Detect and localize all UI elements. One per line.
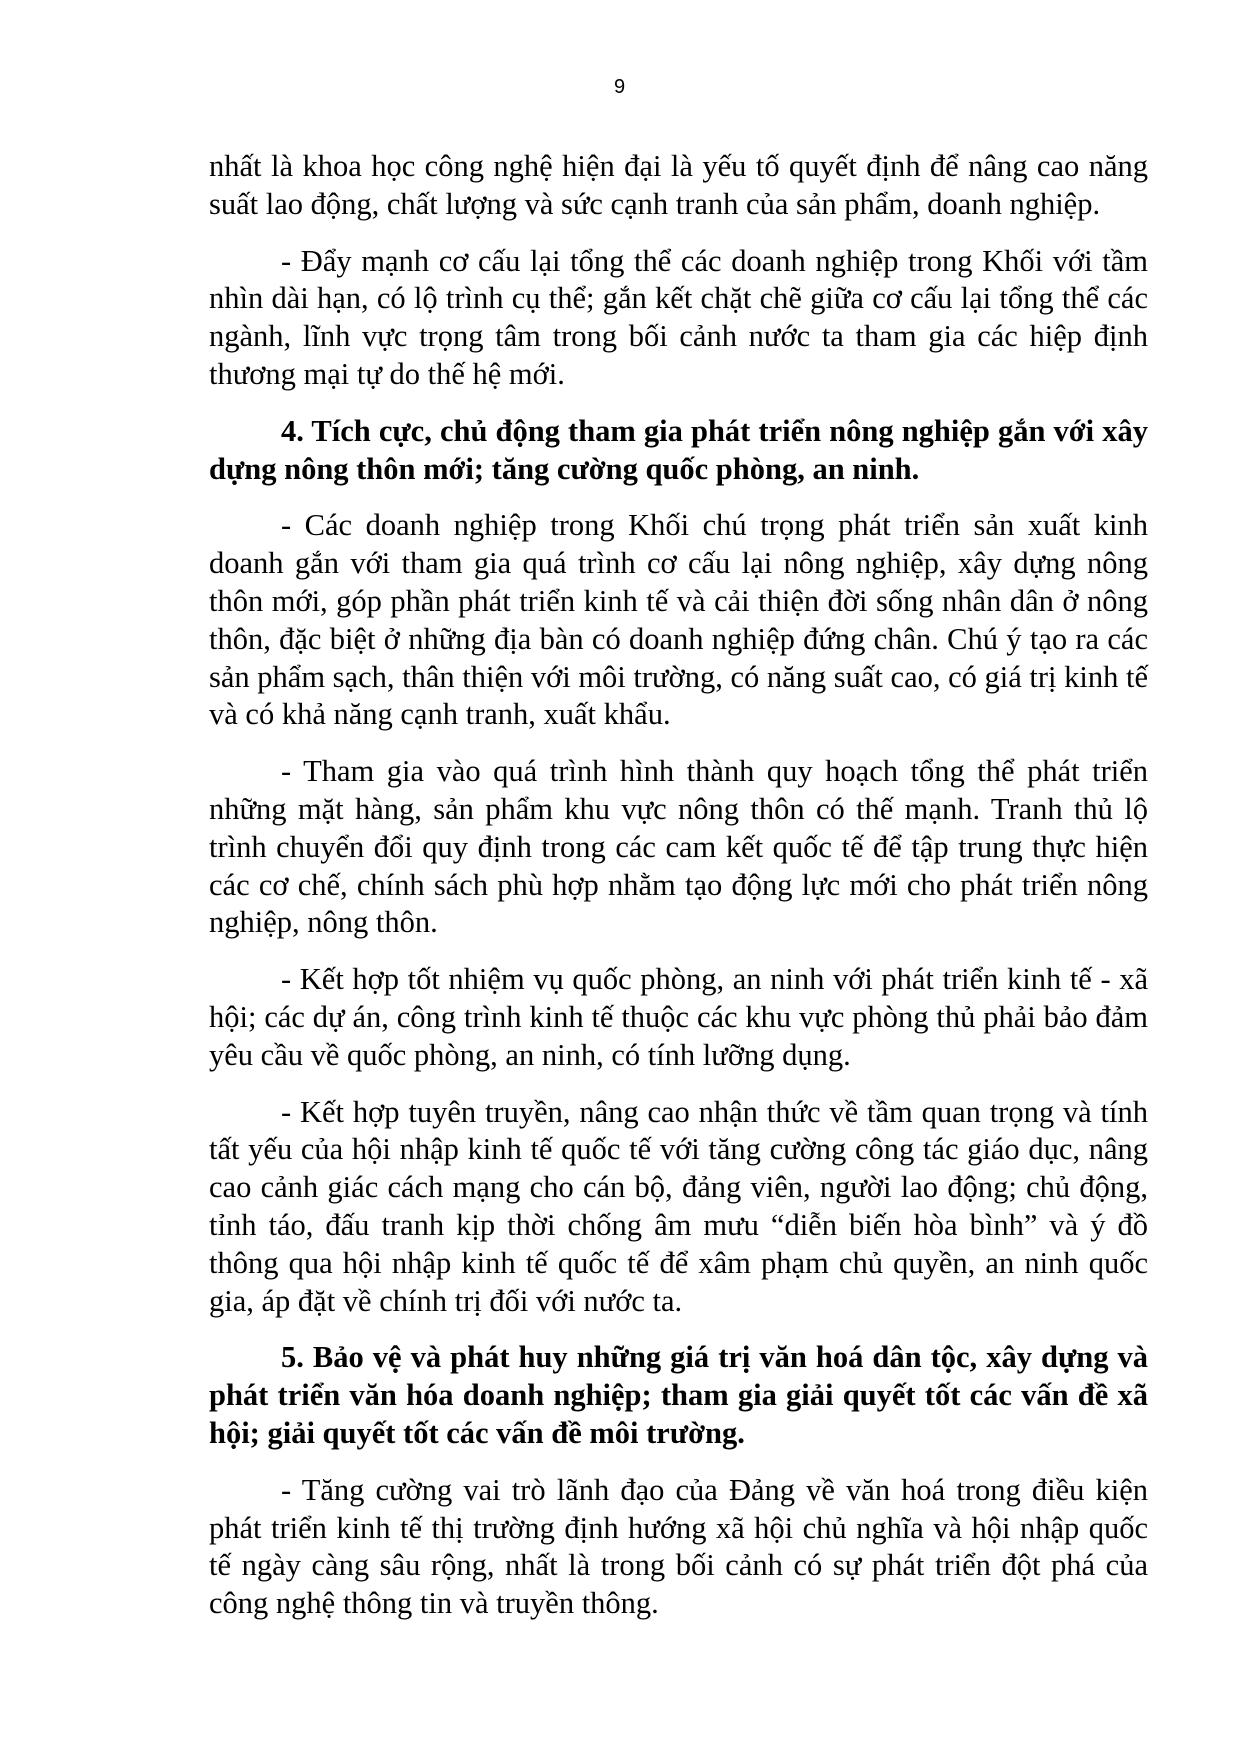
paragraph-planning: - Tham gia vào quá trình hình thành quy hoạch tổng thể phát triển những mặt hàng, sản phẩm khu vực nông thôn có thế mạnh. Tranh thủ lộ trình chuyển đổi quy định trong các cam kết quốc tế để tập trung thực hiện các cơ chế, chính sách phù hợp nhằm tạo động lực mới cho phát triển nông nghiệp, nông thôn.: [209, 754, 1148, 940]
section-heading-5: 5. Bảo vệ và phát huy những giá trị văn hoá dân tộc, xây dựng và phát triển văn hóa doanh nghiệp; tham gia giải quyết tốt các vấn đề xã hội; giải quyết tốt các vấn đề môi trường.: [209, 1340, 1148, 1450]
document-body: [209, 148, 1148, 1642]
section-heading-4: 4. Tích cực, chủ động tham gia phát triển nông nghiệp gắn với xây dựng nông thôn mới; tăng cường quốc phòng, an ninh.: [209, 413, 1148, 486]
paragraph-restructuring: - Đẩy mạnh cơ cấu lại tổng thể các doanh nghiệp trong Khối với tầm nhìn dài hạn, có lộ trình cụ thể; gắn kết chặt chẽ giữa cơ cấu lại tổng thể các ngành, lĩnh vực trọng tâm trong bối cảnh nước ta tham gia các hiệp định thương mại tự do thế hệ mới.: [209, 243, 1148, 391]
paragraph-agriculture: - Các doanh nghiệp trong Khối chú trọng phát triển sản xuất kinh doanh gắn với tham gia quá trình cơ cấu lại nông nghiệp, xây dựng nông thôn mới, góp phần phát triển kinh tế và cải thiện đời sống nhân dân ở nông thôn, đặc biệt ở những địa bàn có doanh nghiệp đứng chân. Chú ý tạo ra các sản phẩm sạch, thân thiện với môi trường, có năng suất cao, có giá trị kinh tế và có khả năng cạnh tranh, xuất khẩu.: [209, 508, 1148, 732]
paragraph-defense: - Kết hợp tốt nhiệm vụ quốc phòng, an ninh với phát triển kinh tế - xã hội; các dự án, công trình kinh tế thuộc các khu vực phòng thủ phải bảo đảm yêu cầu về quốc phòng, an ninh, có tính lưỡng dụng.: [209, 962, 1148, 1072]
page-number: 9: [613, 76, 626, 98]
paragraph-culture: - Tăng cường vai trò lãnh đạo của Đảng về văn hoá trong điều kiện phát triển kinh tế thị trường định hướng xã hội chủ nghĩa và hội nhập quốc tế ngày càng sâu rộng, nhất là trong bối cảnh có sự phát triển đột phá của công nghệ thông tin và truyền thông.: [209, 1472, 1148, 1621]
paragraph-propaganda: - Kết hợp tuyên truyền, nâng cao nhận thức về tầm quan trọng và tính tất yếu của hội nhập kinh tế quốc tế với tăng cường công tác giáo dục, nâng cao cảnh giác cách mạng cho cán bộ, đảng viên, người lao động; chủ động, tỉnh táo, đấu tranh kịp thời chống âm mưu “diễn biến hòa bình” và ý đồ thông qua hội nhập kinh tế quốc tế để xâm phạm chủ quyền, an ninh quốc gia, áp đặt về chính trị đối với nước ta.: [209, 1094, 1148, 1318]
paragraph-continuation: nhất là khoa học công nghệ hiện đại là yếu tố quyết định để nâng cao năng suất lao động, chất lượng và sức cạnh tranh của sản phẩm, doanh nghiệp.: [209, 149, 1148, 221]
